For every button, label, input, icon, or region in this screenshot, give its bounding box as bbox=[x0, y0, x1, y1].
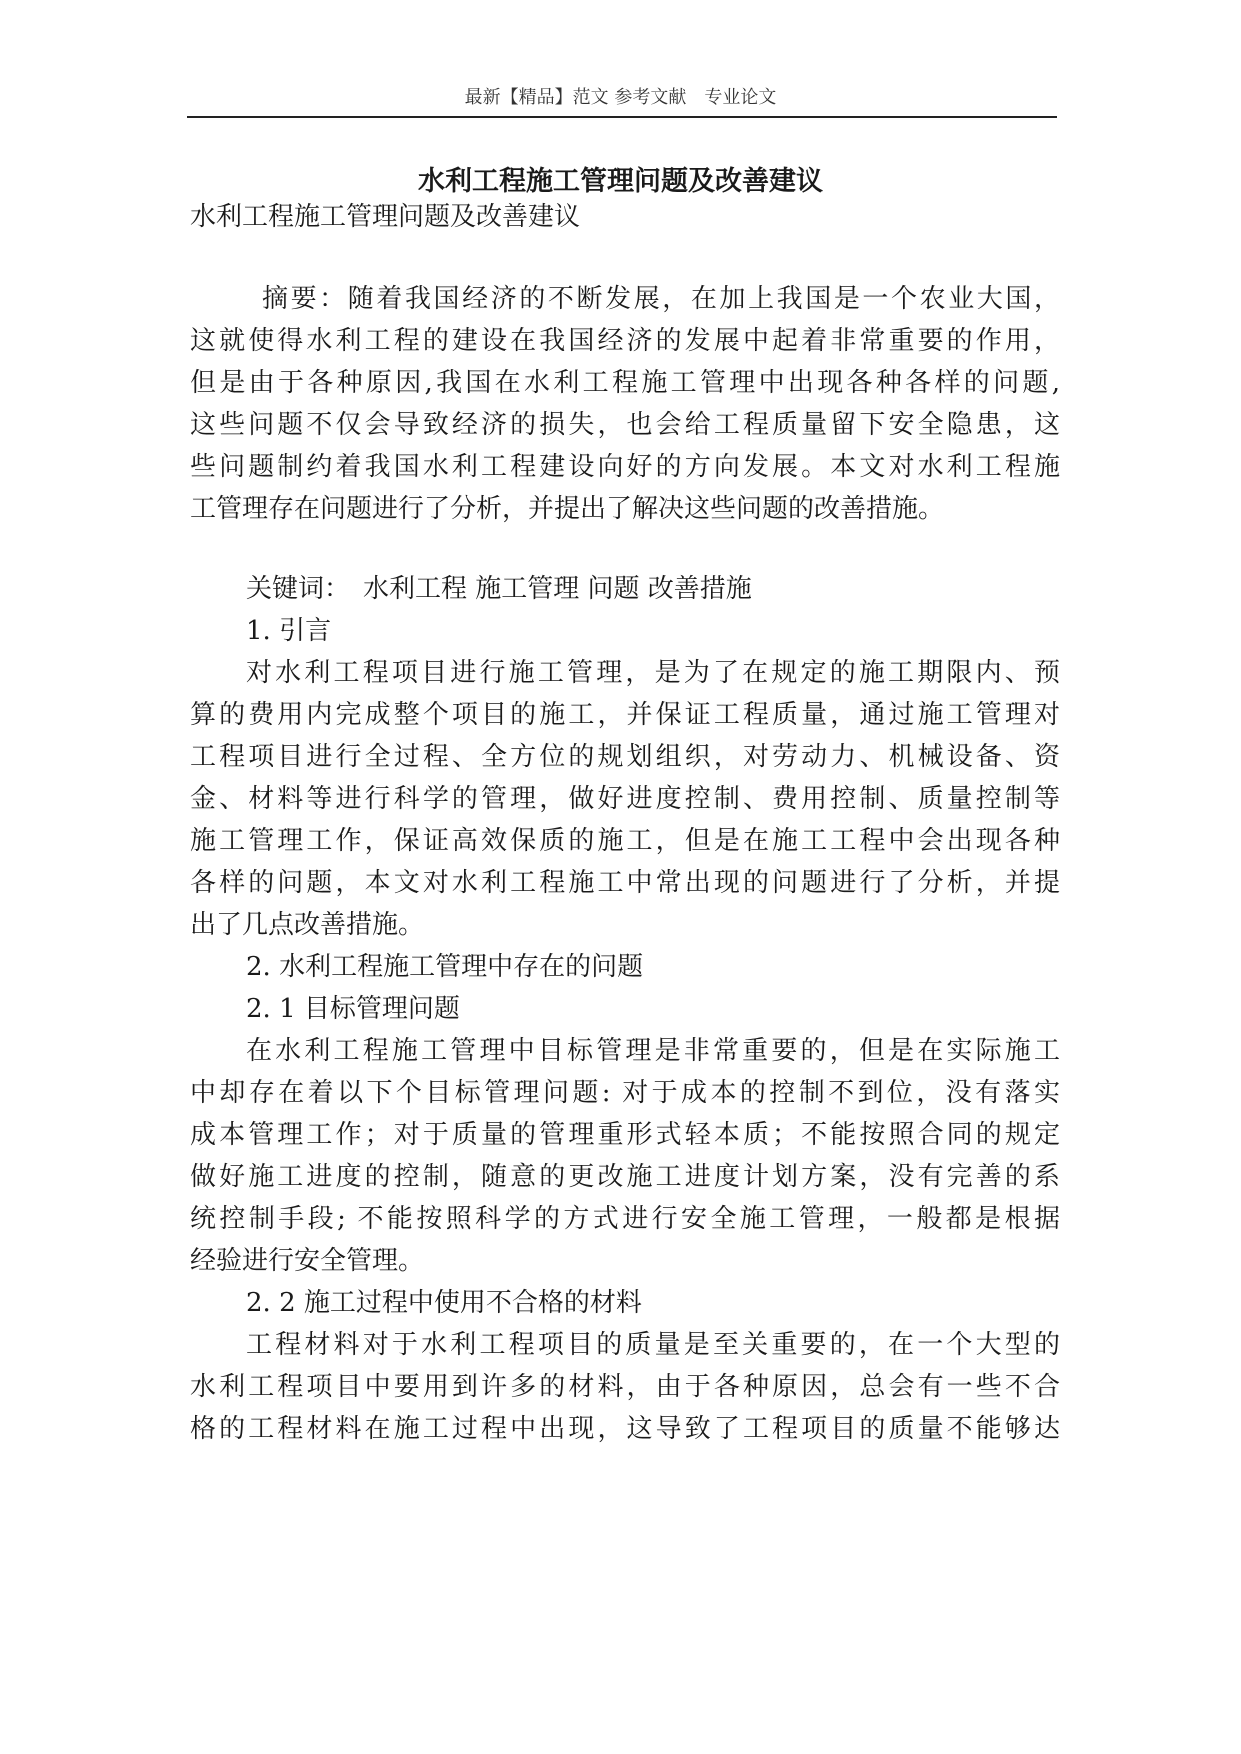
paragraph-line: 施工管理工作，保证高效保质的施工，但是在施工工程中会出现各种 bbox=[190, 826, 1060, 856]
abstract-line: 这些问题不仅会导致经济的损失，也会给工程质量留下安全隐患，这 bbox=[190, 410, 1060, 440]
paragraph-line: 算的费用内完成整个项目的施工，并保证工程质量，通过施工管理对 bbox=[190, 700, 1060, 730]
abstract-line: 工管理存在问题进行了分析，并提出了解决这些问题的改善措施。 bbox=[190, 494, 945, 524]
paragraph-line: 工程材料对于水利工程项目的质量是至关重要的，在一个大型的 bbox=[246, 1330, 1060, 1360]
subsection-heading: 2. 2 施工过程中使用不合格的材料 bbox=[246, 1288, 642, 1318]
paragraph-line: 水利工程项目中要用到许多的材料，由于各种原因，总会有一些不合 bbox=[190, 1372, 1060, 1402]
subsection-heading: 2. 1 目标管理问题 bbox=[246, 994, 460, 1024]
paragraph-line: 工程项目进行全过程、全方位的规划组织，对劳动力、机械设备、资 bbox=[190, 742, 1060, 772]
paragraph-line: 对水利工程项目进行施工管理，是为了在规定的施工期限内、预 bbox=[246, 658, 1060, 688]
abstract-line: 摘要：随着我国经济的不断发展，在加上我国是一个农业大国， bbox=[262, 284, 1060, 314]
paragraph-line: 格的工程材料在施工过程中出现，这导致了工程项目的质量不能够达 bbox=[190, 1414, 1060, 1444]
paragraph-line: 做好施工进度的控制，随意的更改施工进度计划方案，没有完善的系 bbox=[190, 1162, 1060, 1192]
paragraph-line: 经验进行安全管理。 bbox=[190, 1246, 425, 1276]
abstract-line: 这就使得水利工程的建设在我国经济的发展中起着非常重要的作用， bbox=[190, 326, 1060, 356]
document-subtitle: 水利工程施工管理问题及改善建议 bbox=[190, 202, 581, 232]
paragraph-line: 各样的问题，本文对水利工程施工中常出现的问题进行了分析，并提 bbox=[190, 868, 1060, 898]
abstract-line: 但是由于各种原因,我国在水利工程施工管理中出现各种各样的问题, bbox=[190, 368, 1060, 398]
paragraph-line: 在水利工程施工管理中目标管理是非常重要的，但是在实际施工 bbox=[246, 1036, 1060, 1066]
paragraph-line: 出了几点改善措施。 bbox=[190, 910, 425, 940]
page-header: 最新【精品】范文 参考文献 专业论文 bbox=[464, 87, 777, 108]
paragraph-line: 统控制手段; 不能按照科学的方式进行安全施工管理，一般都是根据 bbox=[190, 1204, 1060, 1234]
paragraph-line: 成本管理工作；对于质量的管理重形式轻本质；不能按照合同的规定 bbox=[190, 1120, 1060, 1150]
paragraph-line: 金、材料等进行科学的管理，做好进度控制、费用控制、质量控制等 bbox=[190, 784, 1060, 814]
section-heading: 2. 水利工程施工管理中存在的问题 bbox=[246, 952, 644, 982]
abstract-line: 些问题制约着我国水利工程建设向好的方向发展。本文对水利工程施 bbox=[190, 452, 1060, 482]
keywords: 关键词： 水利工程 施工管理 问题 改善措施 bbox=[246, 574, 752, 604]
section-heading: 1. 引言 bbox=[246, 616, 332, 646]
document-title: 水利工程施工管理问题及改善建议 bbox=[418, 166, 823, 197]
header-divider bbox=[187, 116, 1057, 118]
paragraph-line: 中却存在着以下个目标管理问题: 对于成本的控制不到位，没有落实 bbox=[190, 1078, 1060, 1108]
